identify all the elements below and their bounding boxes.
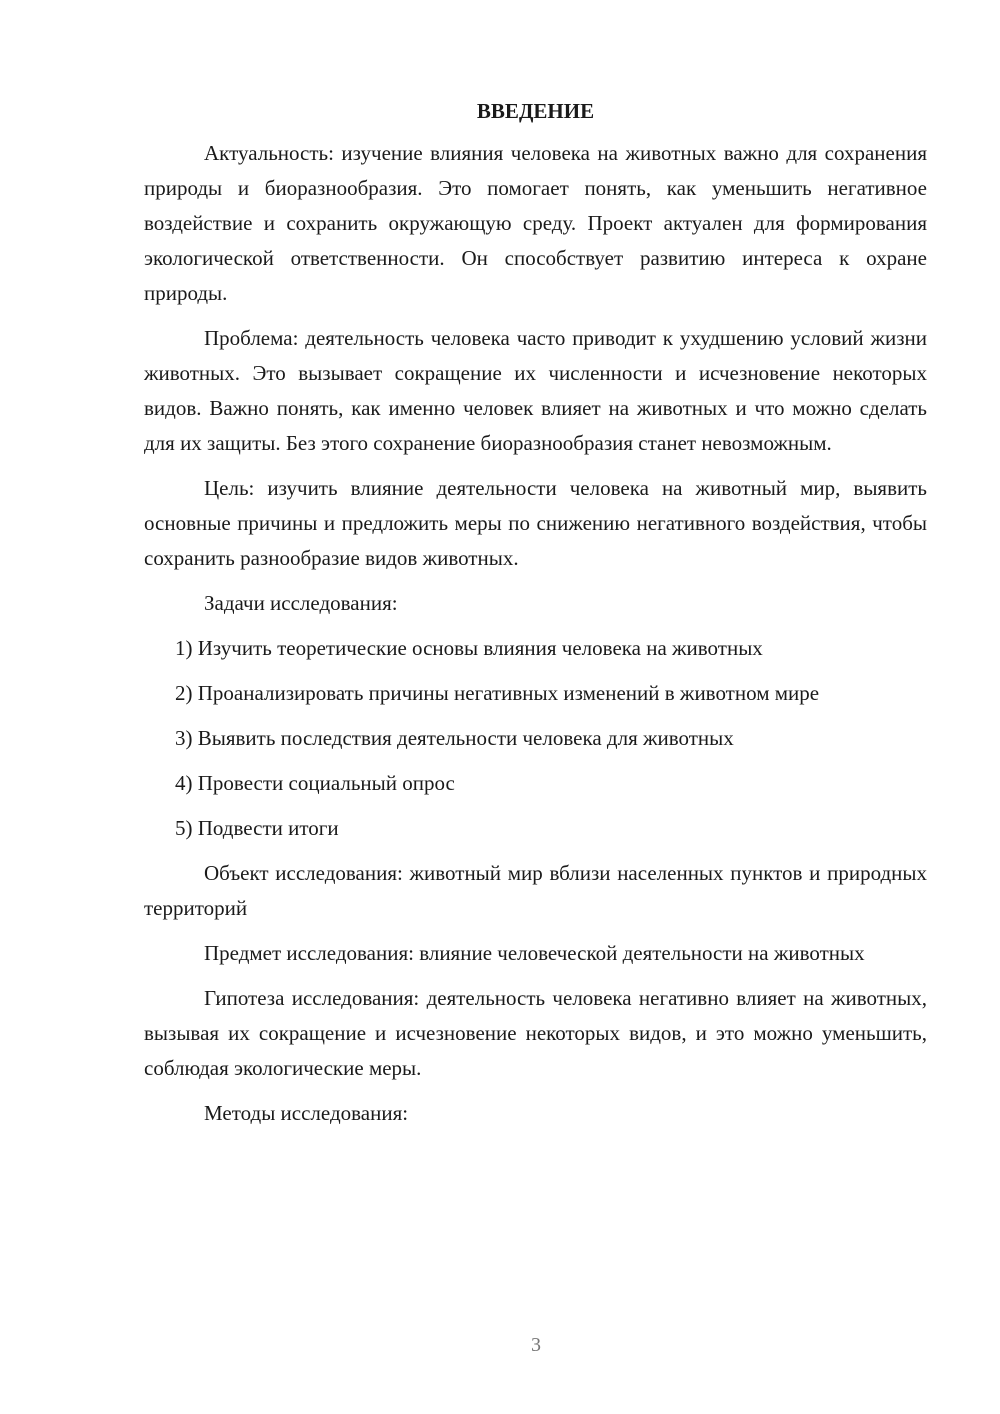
goal-paragraph: Цель: изучить влияние деятельности человека на животный мир, выявить основные причины и предложить меры по снижению негативного воздействия, чтобы сохранить разнообразие видов животных. [144, 476, 927, 570]
hypothesis-paragraph: Гипотеза исследования: деятельность человека негативно влияет на животных, вызывая их сокращение и исчезновение некоторых видов, и это можно уменьшить, соблюдая экологические меры. [144, 986, 927, 1080]
relevance-paragraph: Актуальность: изучение влияния человека на животных важно для сохранения природы и биоразнообразия. Это помогает понять, как уменьшить негативное воздействие и сохранить окружающую среду. Проект актуален для формирования экологической ответственности. Он способствует развитию интереса к охране природы. [144, 141, 927, 305]
tasks-list [144, 631, 927, 846]
page-number: 3 [531, 1334, 541, 1356]
subject-paragraph: Предмет исследования: влияние человеческой деятельности на животных [204, 941, 865, 965]
task-item: 4) Провести социальный опрос [175, 771, 455, 795]
problem-paragraph: Проблема: деятельность человека часто приводит к ухудшению условий жизни животных. Это вызывает сокращение их численности и исчезновение некоторых видов. Важно понять, как именно человек влияет на животных и что можно сделать для их защиты. Без этого сохранение биоразнообразия станет невозможным. [144, 326, 927, 455]
section-heading: ВВЕДЕНИЕ [476, 99, 595, 123]
task-item: 5) Подвести итоги [175, 816, 339, 840]
tasks-title: Задачи исследования: [204, 591, 398, 615]
document-page [144, 96, 927, 1141]
methods-title: Методы исследования: [204, 1101, 409, 1125]
object-paragraph: Объект исследования: животный мир вблизи населенных пунктов и природных территорий [144, 861, 927, 920]
task-item: 2) Проанализировать причины негативных изменений в животном мире [175, 681, 820, 705]
task-item: 1) Изучить теоретические основы влияния человека на животных [175, 636, 763, 660]
task-item: 3) Выявить последствия деятельности человека для животных [175, 726, 734, 750]
